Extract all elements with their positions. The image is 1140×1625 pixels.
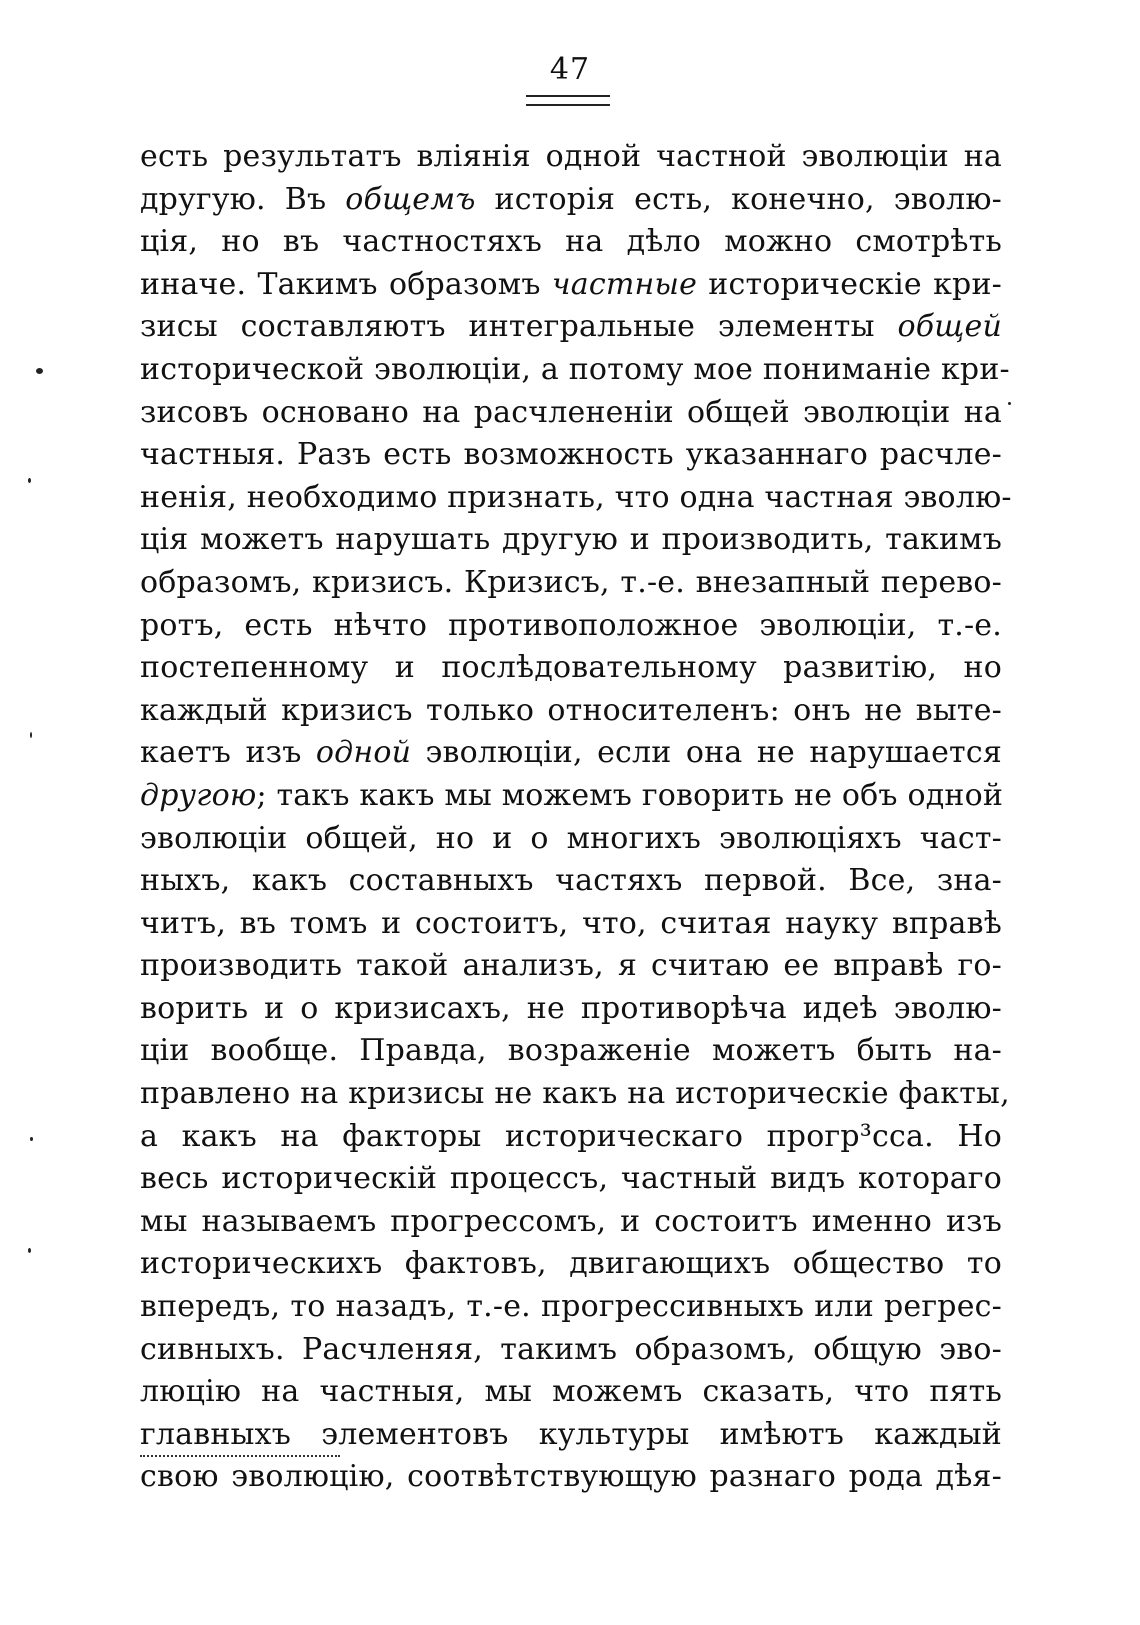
text-line [140, 1243, 1002, 1286]
text-line [140, 136, 1002, 179]
text-line [140, 1414, 1002, 1457]
text-segment: историческіе кри- [697, 266, 1002, 302]
text-line [140, 1286, 1002, 1329]
text-segment: читъ, въ томъ и состоитъ, что, считая науку вправѣ [140, 905, 1002, 941]
italic-text: другою [140, 777, 257, 813]
text-segment: эволюціи, если она не нарушается [411, 735, 1002, 771]
text-segment: сивныхъ. Расчленяя, такимъ образомъ, общую эво- [140, 1331, 1002, 1367]
text-segment: ціи вообще. Правда, возраженіе можетъ быть на- [140, 1033, 1002, 1069]
text-segment: мы называемъ прогрессомъ, и состоитъ именно изъ [140, 1203, 1002, 1239]
text-line [140, 519, 1002, 562]
text-segment: а какъ на факторы историческаго прогр³сса. Но [140, 1118, 1002, 1154]
text-segment: постепенному и послѣдовательному развитію, но [140, 650, 1002, 686]
italic-text: общей [897, 309, 1002, 345]
text-segment: исторія есть, конечно, эволю- [475, 181, 1002, 217]
text-line [140, 306, 1002, 349]
text-line [140, 221, 1002, 264]
text-segment: ворить и о кризисахъ, не противорѣча идеѣ эволю- [140, 990, 1002, 1026]
text-line [140, 562, 1002, 605]
text-segment: ція можетъ нарушать другую и производить, такимъ [140, 522, 1002, 558]
text-line [140, 1030, 1002, 1073]
text-line [140, 1158, 1002, 1201]
text-segment: ; такъ какъ мы можемъ говорить не объ одной [256, 777, 1004, 813]
text-line [140, 988, 1002, 1031]
text-segment: ненія, необходимо признать, что одна частная эволю- [140, 479, 1012, 515]
text-segment: правлено на кризисы не какъ на историческіе факты, [140, 1076, 1010, 1112]
page-number-rule [526, 95, 610, 106]
text-segment: историческихъ фактовъ, двигающихъ общество то [140, 1246, 1002, 1282]
text-segment: частныя. Разъ есть возможность указаннаго расчле- [140, 437, 1002, 473]
text-segment: главныхъ элементовъ культуры имѣютъ каждый [140, 1416, 1002, 1452]
text-segment: иначе. Такимъ образомъ [140, 266, 552, 302]
page-number: 47 [549, 52, 591, 87]
text-segment: образомъ, кризисъ. Кризисъ, т.-е. внезапный перево- [140, 564, 1002, 600]
text-line [140, 605, 1002, 648]
text-line [140, 647, 1002, 690]
italic-text: общемъ [345, 181, 476, 217]
text-segment: люцію на частныя, мы можемъ сказать, что пять [140, 1374, 1002, 1410]
text-line [140, 775, 1002, 818]
text-segment: эволюціи общей, но и о многихъ эволюціяхъ част- [140, 820, 1002, 856]
text-line [140, 434, 1002, 477]
text-line [140, 477, 1012, 520]
text-segment: производить такой анализъ, я считаю ее вправѣ го- [140, 948, 1002, 984]
text-line [140, 1371, 1002, 1414]
text-line [140, 818, 1002, 861]
text-segment: каждый кризисъ только относителенъ: онъ не выте- [140, 692, 1002, 728]
text-segment: впередъ, то назадъ, т.-е. прогрессивныхъ или регрес- [140, 1289, 1002, 1325]
text-segment: каетъ изъ [140, 735, 316, 771]
text-line [140, 1116, 1002, 1159]
margin-speck [36, 368, 43, 374]
text-line [140, 945, 1002, 988]
text-segment: есть результатъ вліянія одной частной эволюціи на [140, 139, 1002, 174]
pencil-underline-mark [140, 1455, 340, 1457]
margin-speck [28, 478, 31, 483]
text-line [140, 1456, 1002, 1499]
text-line [140, 349, 1010, 392]
text-segment: зисовъ основано на расчлененіи общей эволюціи на [140, 394, 1002, 430]
body-text [140, 136, 1012, 1499]
italic-text: частные [551, 266, 698, 302]
text-segment: исторической эволюціи, а потому мое пониманіе кри- [140, 351, 1010, 387]
text-segment: ротъ, есть нѣчто противоположное эволюціи, т.-е. [140, 607, 1002, 643]
text-line [140, 1073, 1010, 1116]
text-segment: весь историческій процессъ, частный видъ котораго [140, 1161, 1002, 1197]
text-line [140, 690, 1002, 733]
text-segment: ція, но въ частностяхъ на дѣло можно смотрѣть [140, 224, 1002, 260]
text-segment: зисы составляютъ интегральные элементы [140, 309, 898, 345]
margin-speck [30, 1137, 33, 1141]
italic-text: одной [315, 735, 412, 771]
text-line [140, 903, 1002, 946]
text-line [140, 860, 1002, 903]
text-segment: свою эволюцію, соотвѣтствующую разнаго рода дѣя- [140, 1459, 1002, 1495]
text-line [140, 264, 1002, 307]
margin-speck [1008, 402, 1011, 405]
text-line [140, 1329, 1002, 1372]
margin-speck [30, 732, 32, 738]
margin-speck [28, 1248, 31, 1253]
text-segment: другую. Въ [140, 181, 346, 217]
text-segment: ныхъ, какъ составныхъ частяхъ первой. Все, зна- [140, 863, 1002, 899]
text-line [140, 1201, 1002, 1244]
text-line [140, 732, 1002, 775]
text-line [140, 179, 1002, 222]
text-line [140, 392, 1002, 435]
